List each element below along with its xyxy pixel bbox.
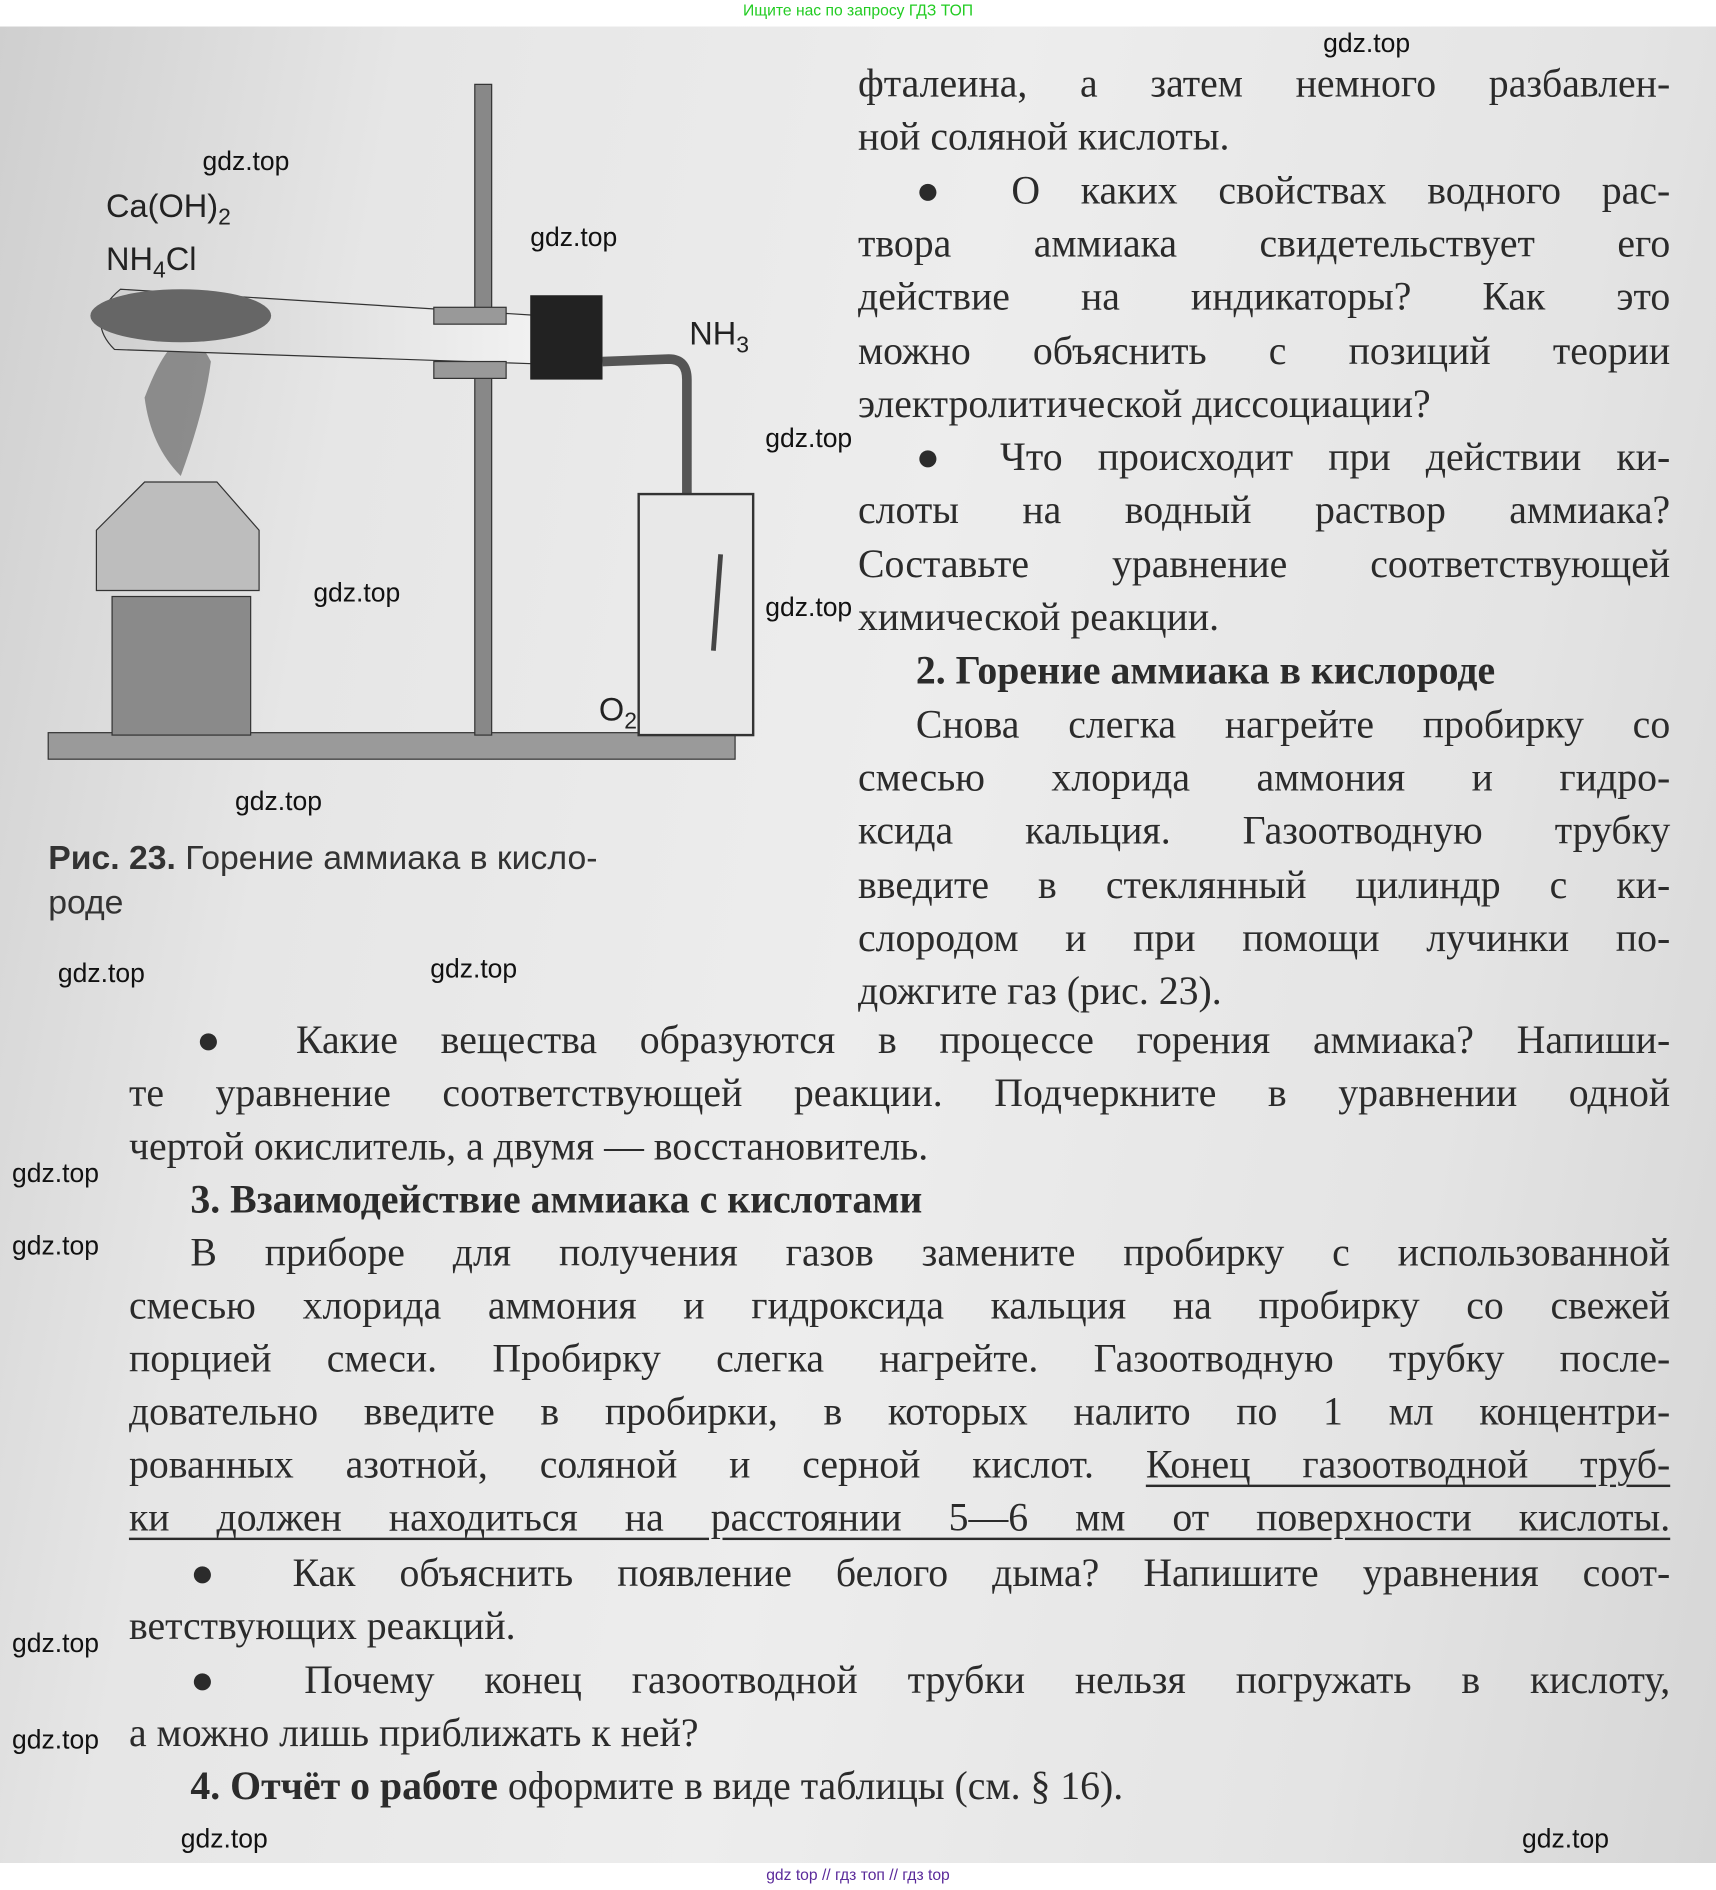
paragraph-line: слородом и при помощи лучинки по- bbox=[858, 916, 1671, 961]
section-4-line: 4. Отчёт о работе оформите в виде таблицы (см. § 16). bbox=[190, 1765, 1124, 1809]
top-banner[interactable]: Ищите нас по запросу ГДЗ ТОП bbox=[0, 0, 1716, 27]
paragraph-line: ной соляной кислоты. bbox=[858, 116, 1230, 160]
paragraph-line: твора аммиака свидетельствует его bbox=[858, 222, 1671, 267]
question-line: ● Почему конец газоотводной трубки нельзя погружать в кислоту, bbox=[190, 1659, 1671, 1703]
paragraph-line: химической реакции. bbox=[858, 596, 1220, 640]
paragraph-line: рованных азотной, соляной и серной кислот. Конец газоотводной труб- bbox=[128, 1443, 1671, 1488]
stand-base bbox=[48, 733, 735, 760]
watermark: gdz.top bbox=[12, 1724, 100, 1755]
section-heading: 3. Взаимодействие аммиака с кислотами bbox=[190, 1178, 923, 1222]
glass-cylinder bbox=[639, 494, 753, 735]
question-line: ветствующих реакций. bbox=[128, 1605, 516, 1649]
question-line: чертой окислитель, а двумя — восстановитель. bbox=[128, 1125, 929, 1169]
watermark: gdz.top bbox=[313, 577, 401, 608]
paragraph-line: Составьте уравнение соответствующей bbox=[858, 543, 1671, 587]
section-heading: 2. Горение аммиака в кислороде bbox=[915, 649, 1496, 694]
underlined-line: ки должен находиться на расстоянии 5—6 мм от поверхности кислоты. bbox=[128, 1496, 1671, 1541]
paragraph-line: введите в стеклянный цилиндр с ки- bbox=[858, 863, 1671, 907]
stopper bbox=[530, 295, 602, 379]
watermark: gdz.top bbox=[765, 591, 853, 622]
paragraph-line: порцией смеси. Пробирку слегка нагрейте. Газоотводную трубку после- bbox=[128, 1337, 1671, 1381]
paragraph-line: можно объяснить с позиций теории bbox=[858, 329, 1671, 373]
paragraph-line: действие на индикаторы? Как это bbox=[858, 276, 1671, 320]
paragraph-line: ● Что происходит при действии ки- bbox=[915, 436, 1671, 480]
paragraph-line: смесью хлорида аммония и гидро- bbox=[858, 756, 1671, 801]
paragraph-line: дожгите газ (рис. 23). bbox=[858, 970, 1222, 1014]
question-line: те уравнение соответствующей реакции. Подчеркните в уравнении одной bbox=[128, 1072, 1671, 1116]
clamp bbox=[434, 362, 506, 379]
bottom-banner[interactable]: gdz top // гдз топ // гдз top bbox=[0, 1863, 1716, 1890]
label-ammonium-chloride: $NH_4Cl$ bbox=[106, 241, 197, 284]
watermark: gdz.top bbox=[12, 1230, 100, 1261]
watermark: gdz.top bbox=[1521, 1823, 1609, 1854]
flame bbox=[145, 338, 211, 476]
watermark: gdz.top bbox=[1323, 27, 1411, 58]
question-line: ● Какие вещества образуются в процессе горения аммиака? Напиши- bbox=[196, 1019, 1671, 1063]
textbook-page bbox=[0, 27, 1716, 1864]
figure-caption-cont: роде bbox=[48, 883, 124, 921]
clamp bbox=[434, 307, 506, 324]
watermark: gdz.top bbox=[202, 145, 290, 176]
spirit-lamp bbox=[96, 482, 259, 590]
paragraph-line: ксида кальция. Газоотводную трубку bbox=[858, 810, 1671, 854]
watermark: gdz.top bbox=[12, 1158, 100, 1189]
label-oxygen: $O_2$ bbox=[598, 691, 637, 735]
burner-block bbox=[112, 597, 251, 736]
apparatus-illustration bbox=[0, 27, 868, 844]
paragraph-line: Снова слегка нагрейте пробирку со bbox=[915, 703, 1671, 747]
watermark: gdz.top bbox=[234, 785, 322, 816]
watermark: gdz.top bbox=[57, 958, 145, 989]
stand-rod bbox=[475, 84, 492, 735]
figure-caption: Рис. 23. Горение аммиака в кисло- bbox=[48, 838, 598, 877]
paragraph-line: довательно введите в пробирки, в которых налито по 1 мл концентри- bbox=[128, 1390, 1671, 1435]
paragraph-line: электролитической диссоциации? bbox=[858, 382, 1431, 427]
question-line: ● Как объяснить появление белого дыма? Напишите уравнения соот- bbox=[190, 1552, 1671, 1596]
underlined-text: Конец газоотводной труб- bbox=[1145, 1443, 1671, 1488]
paragraph-line: В приборе для получения газов замените пробирку с использованной bbox=[190, 1231, 1671, 1275]
paragraph-line: смесью хлорида аммония и гидроксида кальция на пробирку со свежей bbox=[128, 1284, 1671, 1328]
powder-mixture bbox=[90, 289, 271, 342]
label-ammonia: $NH_3$ bbox=[689, 315, 750, 359]
watermark: gdz.top bbox=[530, 221, 618, 252]
paragraph-line: фталеина, а затем немного разбавлен- bbox=[858, 62, 1671, 107]
watermark: gdz.top bbox=[12, 1628, 100, 1659]
paragraph-line: ● О каких свойствах водного рас- bbox=[915, 169, 1671, 213]
watermark: gdz.top bbox=[765, 422, 853, 454]
question-line: а можно лишь приближать к ней? bbox=[128, 1712, 699, 1756]
watermark: gdz.top bbox=[430, 953, 518, 984]
paragraph-line: слоты на водный раствор аммиака? bbox=[858, 489, 1671, 534]
label-calcium-hydroxide: $Ca(OH)_2$ bbox=[106, 187, 231, 231]
watermark: gdz.top bbox=[180, 1823, 268, 1854]
